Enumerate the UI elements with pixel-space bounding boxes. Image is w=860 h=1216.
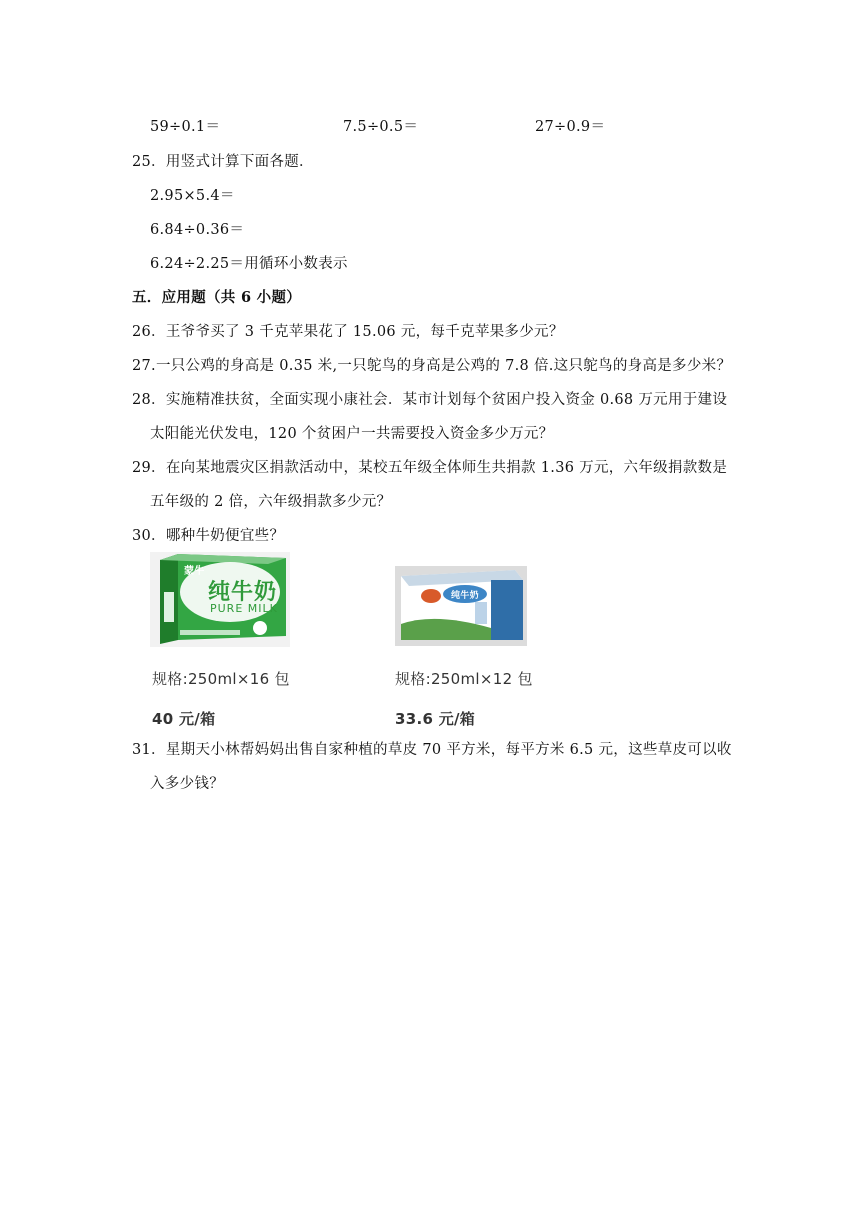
milk-2-box-graphic — [395, 566, 527, 646]
calc-item-2: 7.5÷0.5＝ — [343, 119, 419, 135]
q31-line-1: 31．星期天小林帮妈妈出售自家种植的草皮 70 平方米，每平方米 6.5 元，这些草皮可以收 — [132, 742, 732, 758]
milk-1-english: PURE MILK — [210, 602, 278, 615]
milk-1-spec: 规格:250ml×16 包 — [152, 670, 290, 688]
milk-2-price: 33.6 元/箱 — [395, 710, 476, 728]
q28-line-2: 太阳能光伏发电，120 个贫困户一共需要投入资金多少万元？ — [150, 426, 554, 442]
q29-line-1: 29．在向某地震灾区捐款活动中，某校五年级全体师生共捐款 1.36 万元，六年级捐款数是 — [132, 460, 728, 476]
milk-2-image — [395, 566, 527, 646]
q30-stem: 30．哪种牛奶便宜些？ — [132, 528, 285, 544]
calc-item-3: 27÷0.9＝ — [535, 119, 606, 135]
q29-line-2: 五年级的 2 倍，六年级捐款多少元？ — [150, 494, 392, 510]
q25-stem: 25．用竖式计算下面各题． — [132, 154, 314, 170]
q31-line-2: 入多少钱？ — [150, 776, 224, 792]
milk-1-price: 40 元/箱 — [152, 710, 216, 728]
milk-1-brand: 蒙牛 — [184, 566, 205, 577]
milk-1-name: 纯牛奶 — [208, 580, 278, 605]
milk-1-image — [150, 552, 290, 647]
q27-text: 27.一只公鸡的身高是 0.35 米,一只鸵鸟的身高是公鸡的 7.8 倍.这只鸵鸟的身高是多少米？ — [132, 358, 732, 374]
q26-text: 26．王爷爷买了 3 千克苹果花了 15.06 元，每千克苹果多少元？ — [132, 324, 564, 340]
q25-item-3: 6.24÷2.25＝用循环小数表示 — [150, 256, 348, 272]
milk-2-name: 纯牛奶 — [451, 591, 479, 601]
q25-item-1: 2.95×5.4＝ — [150, 188, 235, 204]
q25-item-2: 6.84÷0.36＝ — [150, 222, 245, 238]
section-5-title: 五．应用题（共 6 小题） — [132, 289, 302, 306]
calc-item-1: 59÷0.1＝ — [150, 119, 221, 135]
q28-line-1: 28．实施精准扶贫，全面实现小康社会．某市计划每个贫困户投入资金 0.68 万元用于建设 — [132, 392, 728, 408]
milk-2-spec: 规格:250ml×12 包 — [395, 670, 533, 688]
